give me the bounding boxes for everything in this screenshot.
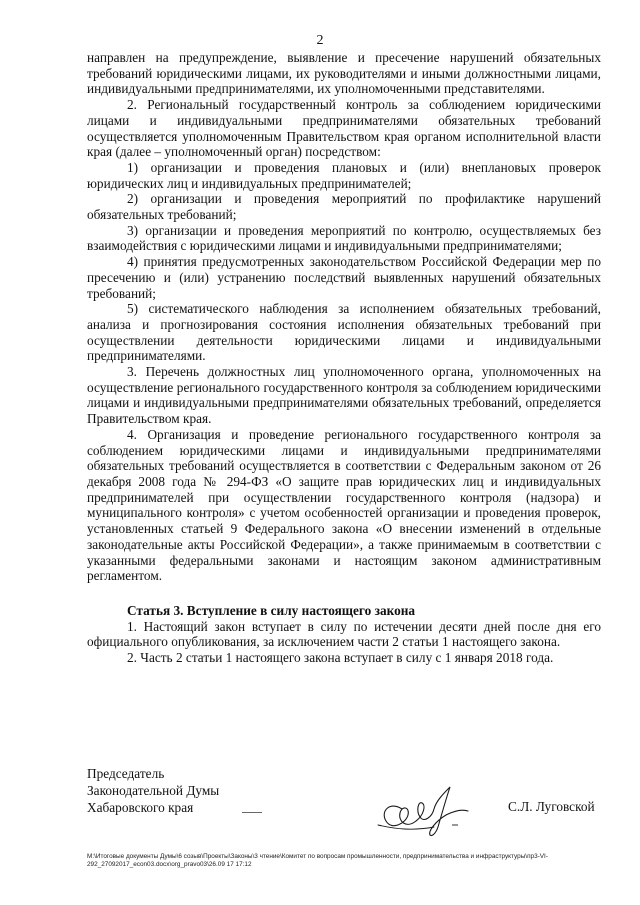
- stamp-mark: [242, 812, 262, 813]
- article-3-item-1: 1. Настоящий закон вступает в силу по истечении десяти дней после дня его официального опубликования, за исключением части 2 статьи 1 настоящего закона.: [87, 618, 601, 650]
- page-number: 2: [316, 33, 324, 48]
- list-item-1: 1) организации и проведения плановых и (или) внеплановых проверок юридических лиц и индивидуальных предпринимателей;: [87, 159, 601, 191]
- section-gap: [87, 584, 601, 603]
- list-item-4: 4) принятия предусмотренных законодательством Российской Федерации мер по пресечению и (или) устранению последствий выявленных нарушений обязательных требований;: [87, 254, 601, 301]
- list-item-2: 2) организации и проведения мероприятий по профилактике нарушений обязательных требований;: [87, 191, 601, 223]
- list-item-5: 5) систематического наблюдения за исполнением обязательных требований, анализа и прогнозирования состояния исполнения обязательных требований при осуществлении деятельности юридическими лицами и индивидуальными предпринимателями.: [87, 301, 601, 364]
- article-3-item-2: 2. Часть 2 статьи 1 настоящего закона вступает в силу с 1 января 2018 года.: [127, 650, 554, 666]
- signatory-title: [87, 765, 219, 816]
- signatory-title-line-3: Хабаровского края: [87, 800, 194, 815]
- paragraph-item-4: 4. Организация и проведение регионального государственного контроля за соблюдением юридическими лицами и индивидуальными предпринимателями обязательных требований осуществляется в соответствии с Федеральным законом от 26 декабря 2008 года № 294-ФЗ «О защите прав юридических лиц и индивидуальных предпринимателей при осуществлении государственного контроля (надзора) и муниципального контроля» с учетом особенностей организации и проведения проверок, установленных статьей 9 Федерального закона «О внесении изменений в отдельные законодательные акты Российской Федерации», а также принимаемым в соответствии с указанными федеральными законами и настоящим законом административным регламентом.: [87, 426, 601, 584]
- signatory-title-line-1: Председатель: [87, 766, 165, 781]
- signatory-title-line-2: Законодательной Думы: [87, 783, 220, 798]
- article-3-heading: Статья 3. Вступление в силу настоящего закона: [127, 602, 416, 618]
- signer-name: С.Л. Луговской: [508, 799, 595, 814]
- file-path-footer: М:\Итоговые документы Думы\6 созыв\Проекты\Законы\3 чтение\Комитет по вопросам промышленности, предпринимательства и инфраструктуры\пр3-VI-292_27092017_econ03.docx\org_pravo03\26.09 17 17:12: [87, 853, 548, 868]
- paragraph-item-3: 3. Перечень должностных лиц уполномоченного органа, уполномоченных на осуществление регионального государственного контроля за соблюдением юридическими лицами и индивидуальными предпринимателями обязательных требований, определяется Правительством края.: [87, 364, 601, 427]
- paragraph-item-2: 2. Региональный государственный контроль за соблюдением юридическими лицами и индивидуальными предпринимателями обязательных требований осуществляется уполномоченным Правительством края органом исполнительной власти края (далее – уполномоченный орган) посредством:: [87, 97, 601, 160]
- document-body: [87, 50, 601, 666]
- list-item-3: 3) организации и проведения мероприятий по контролю, осуществляемых без взаимодействия с юридическими лицами и индивидуальными предпринимателями;: [87, 222, 601, 254]
- paragraph-continuation: направлен на предупреждение, выявление и пресечение нарушений обязательных требований юридическими лицами, их руководителями и иными должностными лицами, индивидуальными предпринимателями, их уполномоченными представителями.: [87, 50, 601, 97]
- handwritten-signature: [372, 781, 476, 841]
